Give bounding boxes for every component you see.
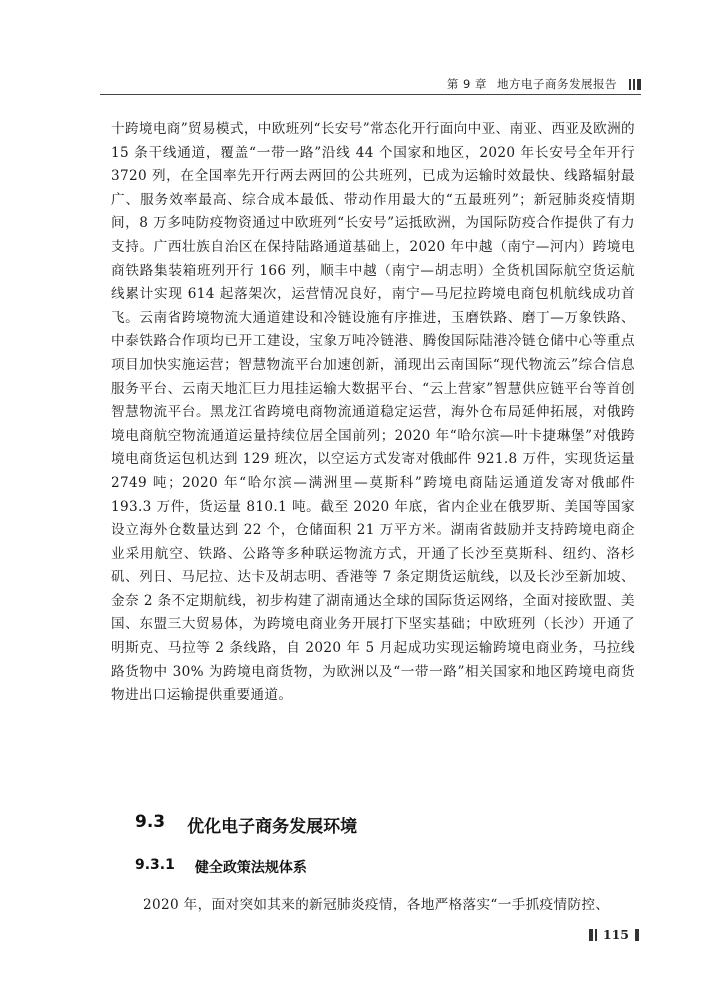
header-rule bbox=[100, 94, 641, 95]
running-header bbox=[447, 76, 641, 92]
subsection-heading bbox=[135, 857, 307, 877]
page-bars-ornament bbox=[589, 929, 597, 941]
chapter-title: 地方电子商务发展报告 bbox=[497, 77, 617, 91]
subsection-title: 健全政策法规体系 bbox=[194, 860, 307, 876]
section-title: 优化电子商务发展环境 bbox=[187, 817, 358, 837]
chapter-label: 第 9 章 bbox=[446, 77, 487, 91]
page-bars-ornament-right bbox=[635, 929, 639, 941]
section-heading bbox=[135, 812, 357, 837]
page-number: 115 bbox=[602, 927, 629, 942]
section-number: 9.3 bbox=[135, 812, 166, 832]
section-first-paragraph: 2020 年，面对突如其来的新冠肺炎疫情，各地严格落实“一手抓疫情防控、 bbox=[143, 897, 610, 913]
subsection-number: 9.3.1 bbox=[135, 857, 175, 873]
header-bars-ornament bbox=[629, 79, 641, 90]
page-footer bbox=[589, 927, 639, 942]
body-paragraph: 十跨境电商”贸易模式，中欧班列“长安号”常态化开行面向中亚、南亚、西亚及欧洲的 15 条干线通道，覆盖“一带一路”沿线 44 个国家和地区，2020 年长安号全年开行 3720 列，在全国率先开行两去两回的公共班列，已成为运输时效最快、线路辐射最广、服务效率最高、综合成本最低、带动作用最大的“五最班列”；新冠肺炎疫情期间，8 万多吨防疫物资通过中欧班列“长安号”运抵欧洲，为国际防疫合作提供了有力支持。广西壮族自治区在保持陆路通道基础上，2020 年中越（南宁—河内）跨境电商铁路集装箱班列开行 166 列，顺丰中越（南宁—胡志明）全货机国际航空货运航线累计实现 614 起落架次，运营情况良好，南宁—马尼拉跨境电商包机航线成功首飞。云南省跨境物流大通道建设和冷链设施有序推进，玉磨铁路、磨丁—万象铁路、中泰铁路合作项均已开工建设，宝象万吨冷链港、腾俊国际陆港冷链仓储中心等重点项目加快实施运营；智慧物流平台加速创新，涌现出云南国际“现代物流云”综合信息服务平台、云南天地汇巨力甩挂运输大数据平台、“云上营家”智慧供应链平台等首创智慧物流平台。黑龙江省跨境电商物流通道稳定运营，海外仓布局延伸拓展，对俄跨境电商航空物流通道运量持续位居全国前列；2020 年“哈尔滨—叶卡捷琳堡”对俄跨境电商货运包机达到 129 班次，以空运方式发寄对俄邮件 921.8 万件，实现货运量 2749 吨；2020 年“哈尔滨—满洲里—莫斯科”跨境电商陆运通道发寄对俄邮件 193.3 万件，货运量 810.1 吨。截至 2020 年底，省内企业在俄罗斯、美国等国家设立海外仓数量达到 22 个，仓储面积 21 万平方米。湖南省鼓励并支持跨境电商企业采用航空、铁路、公路等多种联运物流方式，开通了长沙至莫斯科、纽约、洛杉矶、列日、马尼拉、达卡及胡志明、香港等 7 条定期货运航线，以及长沙至新加坡、金奈 2 条不定期航线，初步构建了湖南通达全球的国际货运网络，全面对接欧盟、美国、东盟三大贸易体，为跨境电商业务开展打下坚实基础；中欧班列（长沙）开通了明斯克、马拉等 2 条线路，自 2020 年 5 月起成功实现运输跨境电商业务，马拉线路货物中 30% 为跨境电商货物，为欧洲以及“一带一路”相关国家和地区跨境电商货物进出口运输提供重要通道。 bbox=[111, 121, 635, 704]
